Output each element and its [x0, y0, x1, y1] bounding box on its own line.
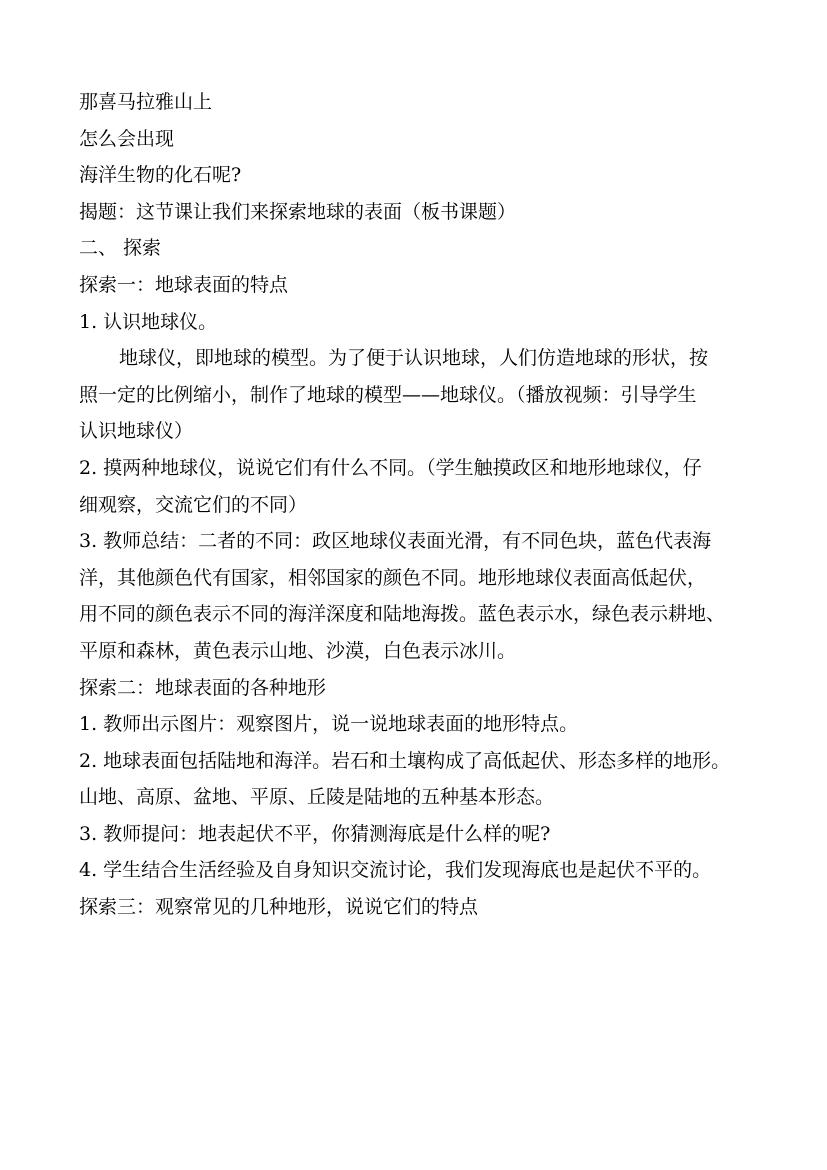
text-line: 那喜马拉雅山上: [79, 91, 213, 113]
list-item-continuation: 洋，其他颜色代有国家，相邻国家的颜色不同。地形地球仪表面高低起伏，: [79, 566, 707, 589]
text-line: 揭题：这节课让我们来探索地球的表面（板书课题）: [79, 200, 517, 223]
list-item-continuation: 细观察，交流它们的不同）: [79, 493, 308, 516]
list-item: 2. 地球表面包括陆地和海洋。岩石和土壤构成了高低起伏、形态多样的地形。: [79, 749, 731, 772]
paragraph-line: 地球仪，即地球的模型。为了便于认识地球，人们仿造地球的形状，按: [119, 347, 709, 370]
subsection-heading: 探索三：观察常见的几种地形，说说它们的特点: [79, 896, 479, 919]
list-item: 4. 学生结合生活经验及自身知识交流讨论，我们发现海底也是起伏不平的。: [79, 859, 712, 882]
list-item: 1. 教师出示图片：观察图片，说一说地球表面的地形特点。: [79, 713, 579, 736]
list-item: 2. 摸两种地球仪，说说它们有什么不同。（学生触摸政区和地形地球仪，仔: [79, 456, 702, 479]
list-item: 3. 教师总结：二者的不同：政区地球仪表面光滑，有不同色块，蓝色代表海: [79, 530, 712, 553]
list-item-continuation: 用不同的颜色表示不同的海洋深度和陆地海拨。蓝色表示水，绿色表示耕地、: [79, 603, 726, 626]
list-item: 1. 认识地球仪。: [79, 310, 218, 333]
subsection-heading: 探索二：地球表面的各种地形: [79, 676, 327, 699]
paragraph-line: 认识地球仪）: [79, 420, 194, 443]
subsection-heading: 探索一：地球表面的特点: [79, 273, 289, 296]
text-line: 怎么会出现: [79, 127, 175, 150]
text-line: 海洋生物的化石呢?: [79, 164, 242, 187]
section-heading: 二、 探索: [79, 237, 162, 260]
list-item-continuation: 平原和森林，黄色表示山地、沙漠，白色表示冰川。: [79, 639, 517, 662]
list-item: 3. 教师提问：地表起伏不平，你猜测海底是什么样的呢?: [79, 822, 551, 845]
paragraph-line: 照一定的比例缩小，制作了地球的模型——地球仪。（播放视频：引导学生: [79, 383, 697, 406]
list-item-continuation: 山地、高原、盆地、平原、丘陵是陆地的五种基本形态。: [79, 786, 555, 809]
document-body: [79, 84, 769, 926]
